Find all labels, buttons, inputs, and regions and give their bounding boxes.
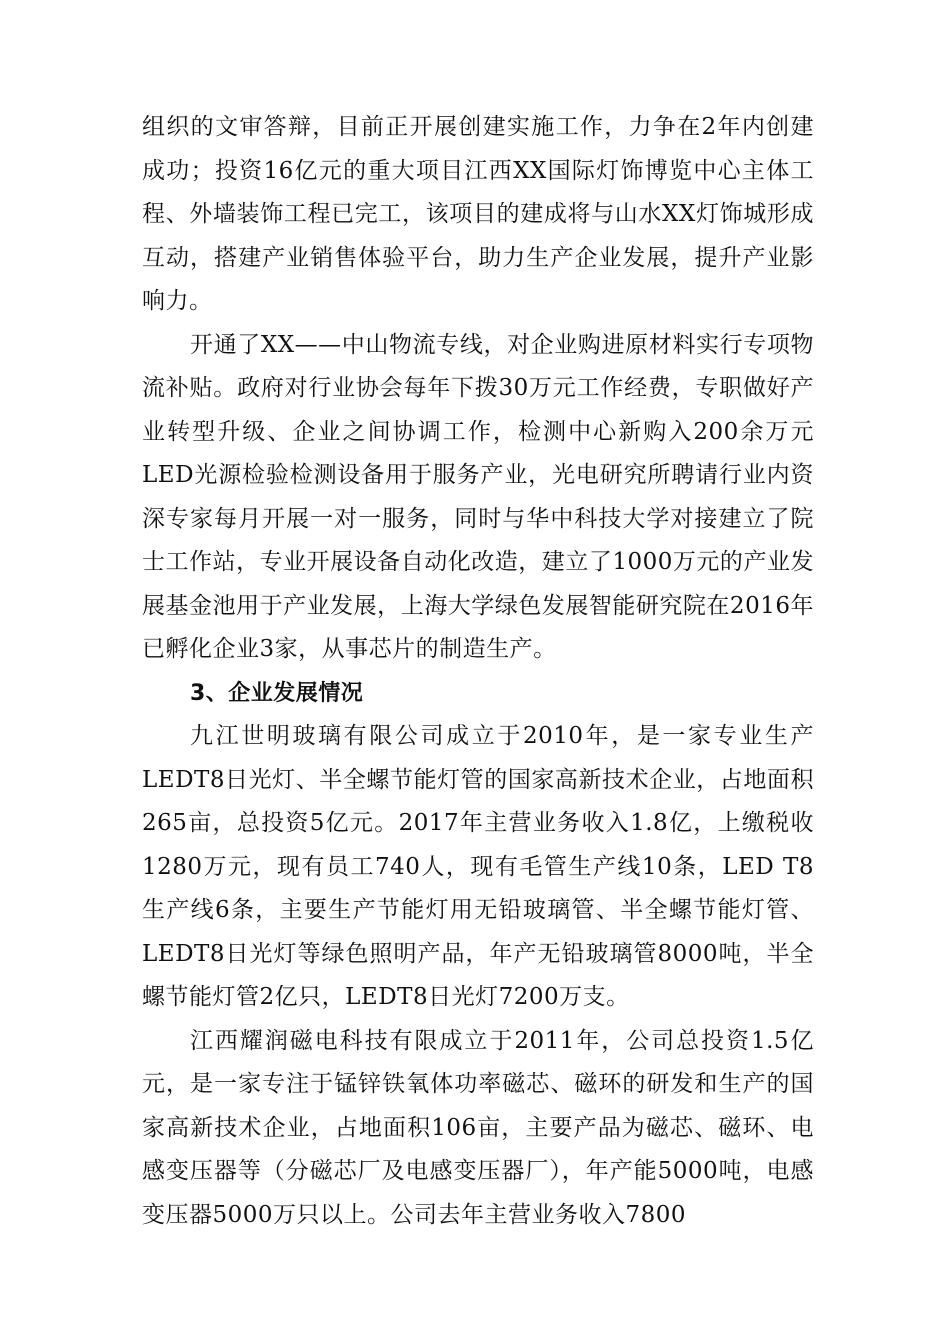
paragraph-1: 组织的文审答辩，目前正开展创建实施工作，力争在2年内创建成功；投资16亿元的重大项目江西XX国际灯饰博览中心主体工程、外墙装饰工程已完工，该项目的建成将与山水XX灯饰城形成互动，搭建产业销售体验平台，助力生产企业发展，提升产业影响力。 [142, 114, 814, 314]
document-body [142, 106, 814, 1237]
paragraph-2: 开通了XX——中山物流专线，对企业购进原材料实行专项物流补贴。政府对行业协会每年下拨30万元工作经费，专职做好产业转型升级、企业之间协调工作，检测中心新购入200余万元LED光源检验检测设备用于服务产业，光电研究所聘请行业内资深专家每月开展一对一服务，同时与华中科技大学对接建立了院士工作站，专业开展设备自动化改造，建立了1000万元的产业发展基金池用于产业发展，上海大学绿色发展智能研究院在2016年已孵化企业3家，从事芯片的制造生产。 [142, 331, 814, 662]
paragraph-3: 九江世明玻璃有限公司成立于2010年，是一家专业生产LEDT8日光灯、半全螺节能灯管的国家高新技术企业，占地面积265亩，总投资5亿元。2017年主营业务收入1.8亿，上缴税收1280万元，现有员工740人，现有毛管生产线10条，LED T8生产线6条，主要生产节能灯用无铅玻璃管、半全螺节能灯管、LEDT8日光灯等绿色照明产品，年产无铅玻璃管8000吨，半全螺节能灯管2亿只，LEDT8日光灯7200万支。 [142, 723, 814, 1010]
paragraph-4: 江西耀润磁电科技有限成立于2011年，公司总投资1.5亿元，是一家专注于锰锌铁氧体功率磁芯、磁环的研发和生产的国家高新技术企业，占地面积106亩，主要产品为磁芯、磁环、电感变压器等（分磁芯厂及电感变压器厂），年产能5000吨，电感变压器5000万只以上。公司去年主营业务收入7800 [142, 1027, 814, 1228]
section-heading: 3、企业发展情况 [190, 680, 364, 706]
